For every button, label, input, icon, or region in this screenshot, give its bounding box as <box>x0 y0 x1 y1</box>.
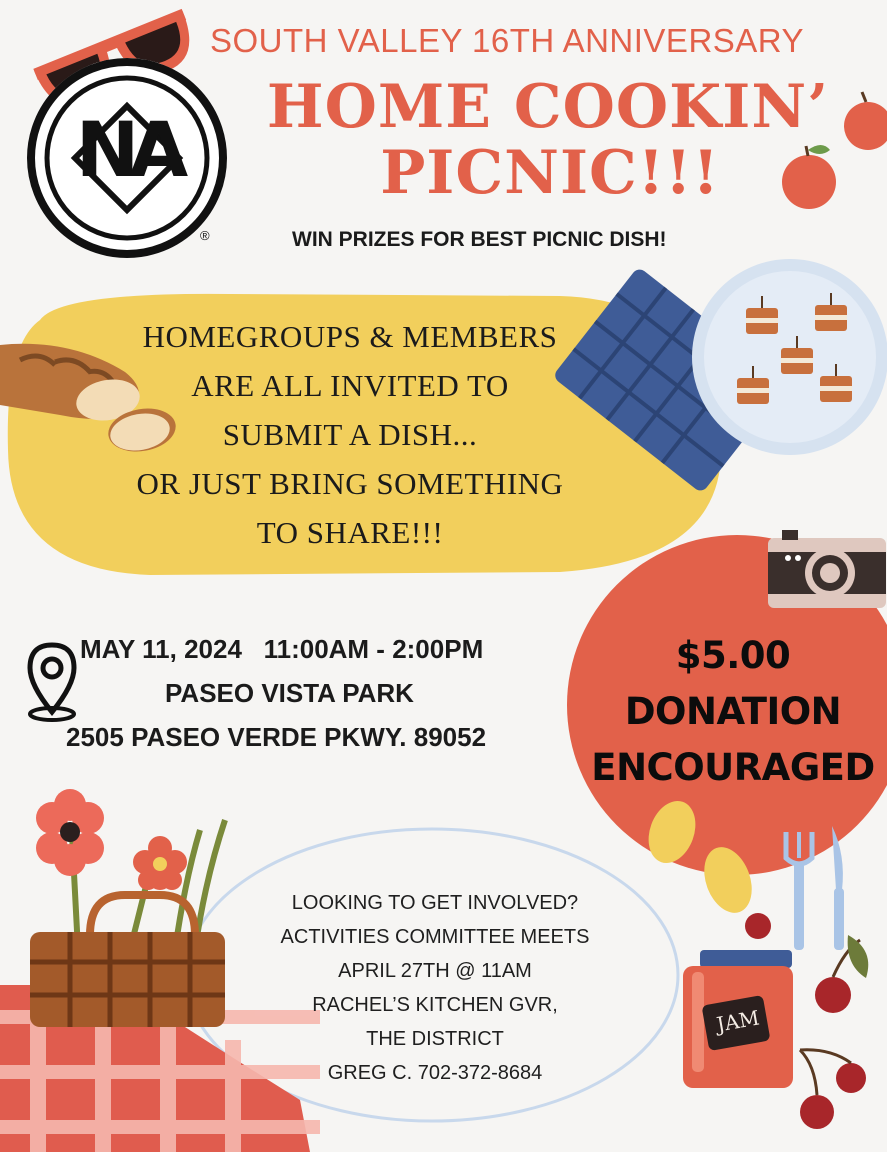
invite-line: ARE ALL INVITED TO <box>191 368 509 403</box>
donation-amount: $5.00 <box>675 634 791 677</box>
committee-line: GREG C. 702-372-8684 <box>327 1062 543 1084</box>
invite-line: SUBMIT A DISH... <box>222 417 478 452</box>
event-date-time: MAY 11, 2024 11:00AM - 2:00PM <box>80 634 484 664</box>
invite-line: HOMEGROUPS & MEMBERS <box>142 319 558 354</box>
donation-line2: DONATION <box>624 690 842 733</box>
invite-line: OR JUST BRING SOMETHING <box>136 466 564 501</box>
camera-icon <box>768 530 886 608</box>
committee-line: LOOKING TO GET INVOLVED? <box>291 892 579 914</box>
event-venue: PASEO VISTA PARK <box>165 678 414 708</box>
committee-info <box>230 886 640 1090</box>
na-logo-mark: NA <box>75 105 179 194</box>
na-registered-mark: ® <box>200 228 210 243</box>
committee-line: THE DISTRICT <box>366 1028 504 1050</box>
knife-icon <box>832 826 844 950</box>
location-pin-icon <box>30 645 74 720</box>
committee-line: APRIL 27TH @ 11AM <box>338 960 532 982</box>
invite-text <box>60 312 640 557</box>
plate-icon <box>692 259 887 455</box>
invite-line: TO SHARE!!! <box>256 515 444 550</box>
event-subtitle: SOUTH VALLEY 16TH ANNIVERSARY <box>210 22 805 59</box>
prizes-tagline: WIN PRIZES FOR BEST PICNIC DISH! <box>292 228 667 251</box>
event-address: 2505 PASEO VERDE PKWY. 89052 <box>66 722 487 752</box>
basket-icon <box>30 895 225 1027</box>
donation-line3: ENCOURAGED <box>591 746 875 789</box>
donation-text <box>568 628 887 796</box>
jam-label: JAM <box>714 1005 762 1037</box>
committee-line: ACTIVITIES COMMITTEE MEETS <box>280 926 590 948</box>
page-title-line1: HOME COOKIN’ <box>266 72 830 142</box>
page-title-line2: PICNIC!!! <box>380 138 720 208</box>
committee-line: RACHEL’S KITCHEN GVR, <box>312 994 558 1016</box>
